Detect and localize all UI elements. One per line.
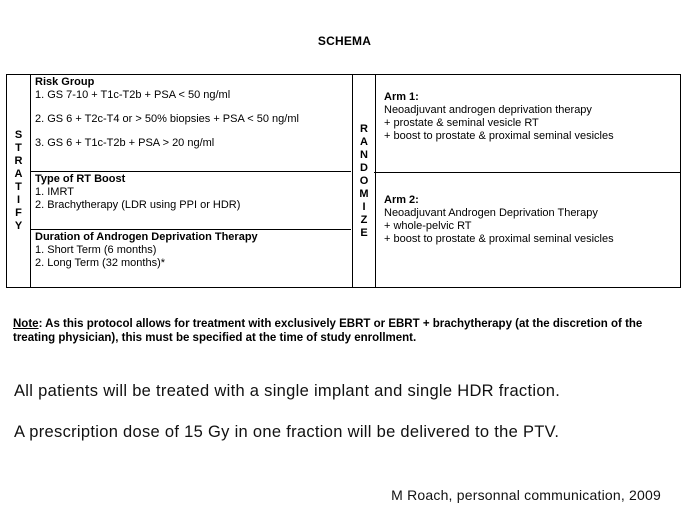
randomize-letter: O xyxy=(359,174,369,187)
note-text: : As this protocol allows for treatment with exclusively EBRT or EBRT + brachytherapy (at the discretion of the treating physician), this must be specified at the time of study enrollment. xyxy=(13,318,643,344)
arm-2-line: + boost to prostate & proximal seminal vesicles xyxy=(384,233,614,245)
adt-duration-item: 2. Long Term (32 months)* xyxy=(35,257,166,269)
arm-1-heading: Arm 1: xyxy=(384,91,419,103)
arm-2-cell xyxy=(379,193,679,247)
randomize-letter: M xyxy=(359,187,369,200)
rt-boost-heading: Type of RT Boost xyxy=(35,173,126,185)
arm-1-line: + boost to prostate & proximal seminal vesicles xyxy=(384,130,614,142)
randomize-letter: R xyxy=(360,122,368,135)
risk-group-heading: Risk Group xyxy=(35,76,95,88)
risk-group-item: 2. GS 6 + T2c-T4 or > 50% biopsies + PSA < 50 ng/ml xyxy=(35,113,299,125)
stratify-column xyxy=(7,75,31,287)
stratify-letter: A xyxy=(14,168,23,180)
citation: M Roach, personnal communication, 2009 xyxy=(391,487,661,503)
risk-group-cell xyxy=(30,75,351,172)
statement-single-implant: All patients will be treated with a single implant and single HDR fraction. xyxy=(14,382,561,400)
randomize-letter: D xyxy=(360,161,368,174)
randomize-letter: Z xyxy=(360,213,368,226)
rt-boost-item: 1. IMRT xyxy=(35,186,74,198)
arm-2-line: Neoadjuvant Androgen Deprivation Therapy xyxy=(384,207,598,219)
randomize-letter: A xyxy=(360,135,368,148)
adt-duration-item: 1. Short Term (6 months) xyxy=(35,244,157,256)
protocol-note xyxy=(13,317,683,345)
randomize-column xyxy=(352,75,376,287)
rt-boost-cell xyxy=(30,172,351,230)
schema-title: SCHEMA xyxy=(317,34,372,48)
statement-prescription-dose: A prescription dose of 15 Gy in one fraction will be delivered to the PTV. xyxy=(14,423,560,441)
randomize-letter: I xyxy=(362,200,366,213)
arms-divider xyxy=(374,172,680,173)
stratify-letter: T xyxy=(15,142,22,154)
risk-group-item: 3. GS 6 + T1c-T2b + PSA > 20 ng/ml xyxy=(35,137,215,149)
arm-1-line: Neoadjuvant androgen deprivation therapy xyxy=(384,104,592,116)
schema-table xyxy=(6,74,681,288)
adt-duration-cell xyxy=(30,230,351,288)
stratify-letter: T xyxy=(15,181,22,193)
adt-duration-heading: Duration of Androgen Deprivation Therapy xyxy=(35,231,258,243)
stratify-letter: Y xyxy=(14,220,23,232)
randomize-letter: E xyxy=(360,226,368,239)
randomize-letter: N xyxy=(360,148,368,161)
arm-1-cell xyxy=(379,90,679,144)
arm-2-heading: Arm 2: xyxy=(384,194,419,206)
stratify-letter: I xyxy=(16,194,21,206)
rt-boost-item: 2. Brachytherapy (LDR using PPI or HDR) xyxy=(35,199,241,211)
arm-2-line: + whole-pelvic RT xyxy=(384,220,472,232)
note-label: Note xyxy=(13,318,39,330)
stratify-letter: S xyxy=(14,129,23,141)
stratify-letter: F xyxy=(15,207,22,219)
arm-1-line: + prostate & seminal vesicle RT xyxy=(384,117,539,129)
risk-group-item: 1. GS 7-10 + T1c-T2b + PSA < 50 ng/ml xyxy=(35,89,231,101)
stratify-letter: R xyxy=(14,155,23,167)
